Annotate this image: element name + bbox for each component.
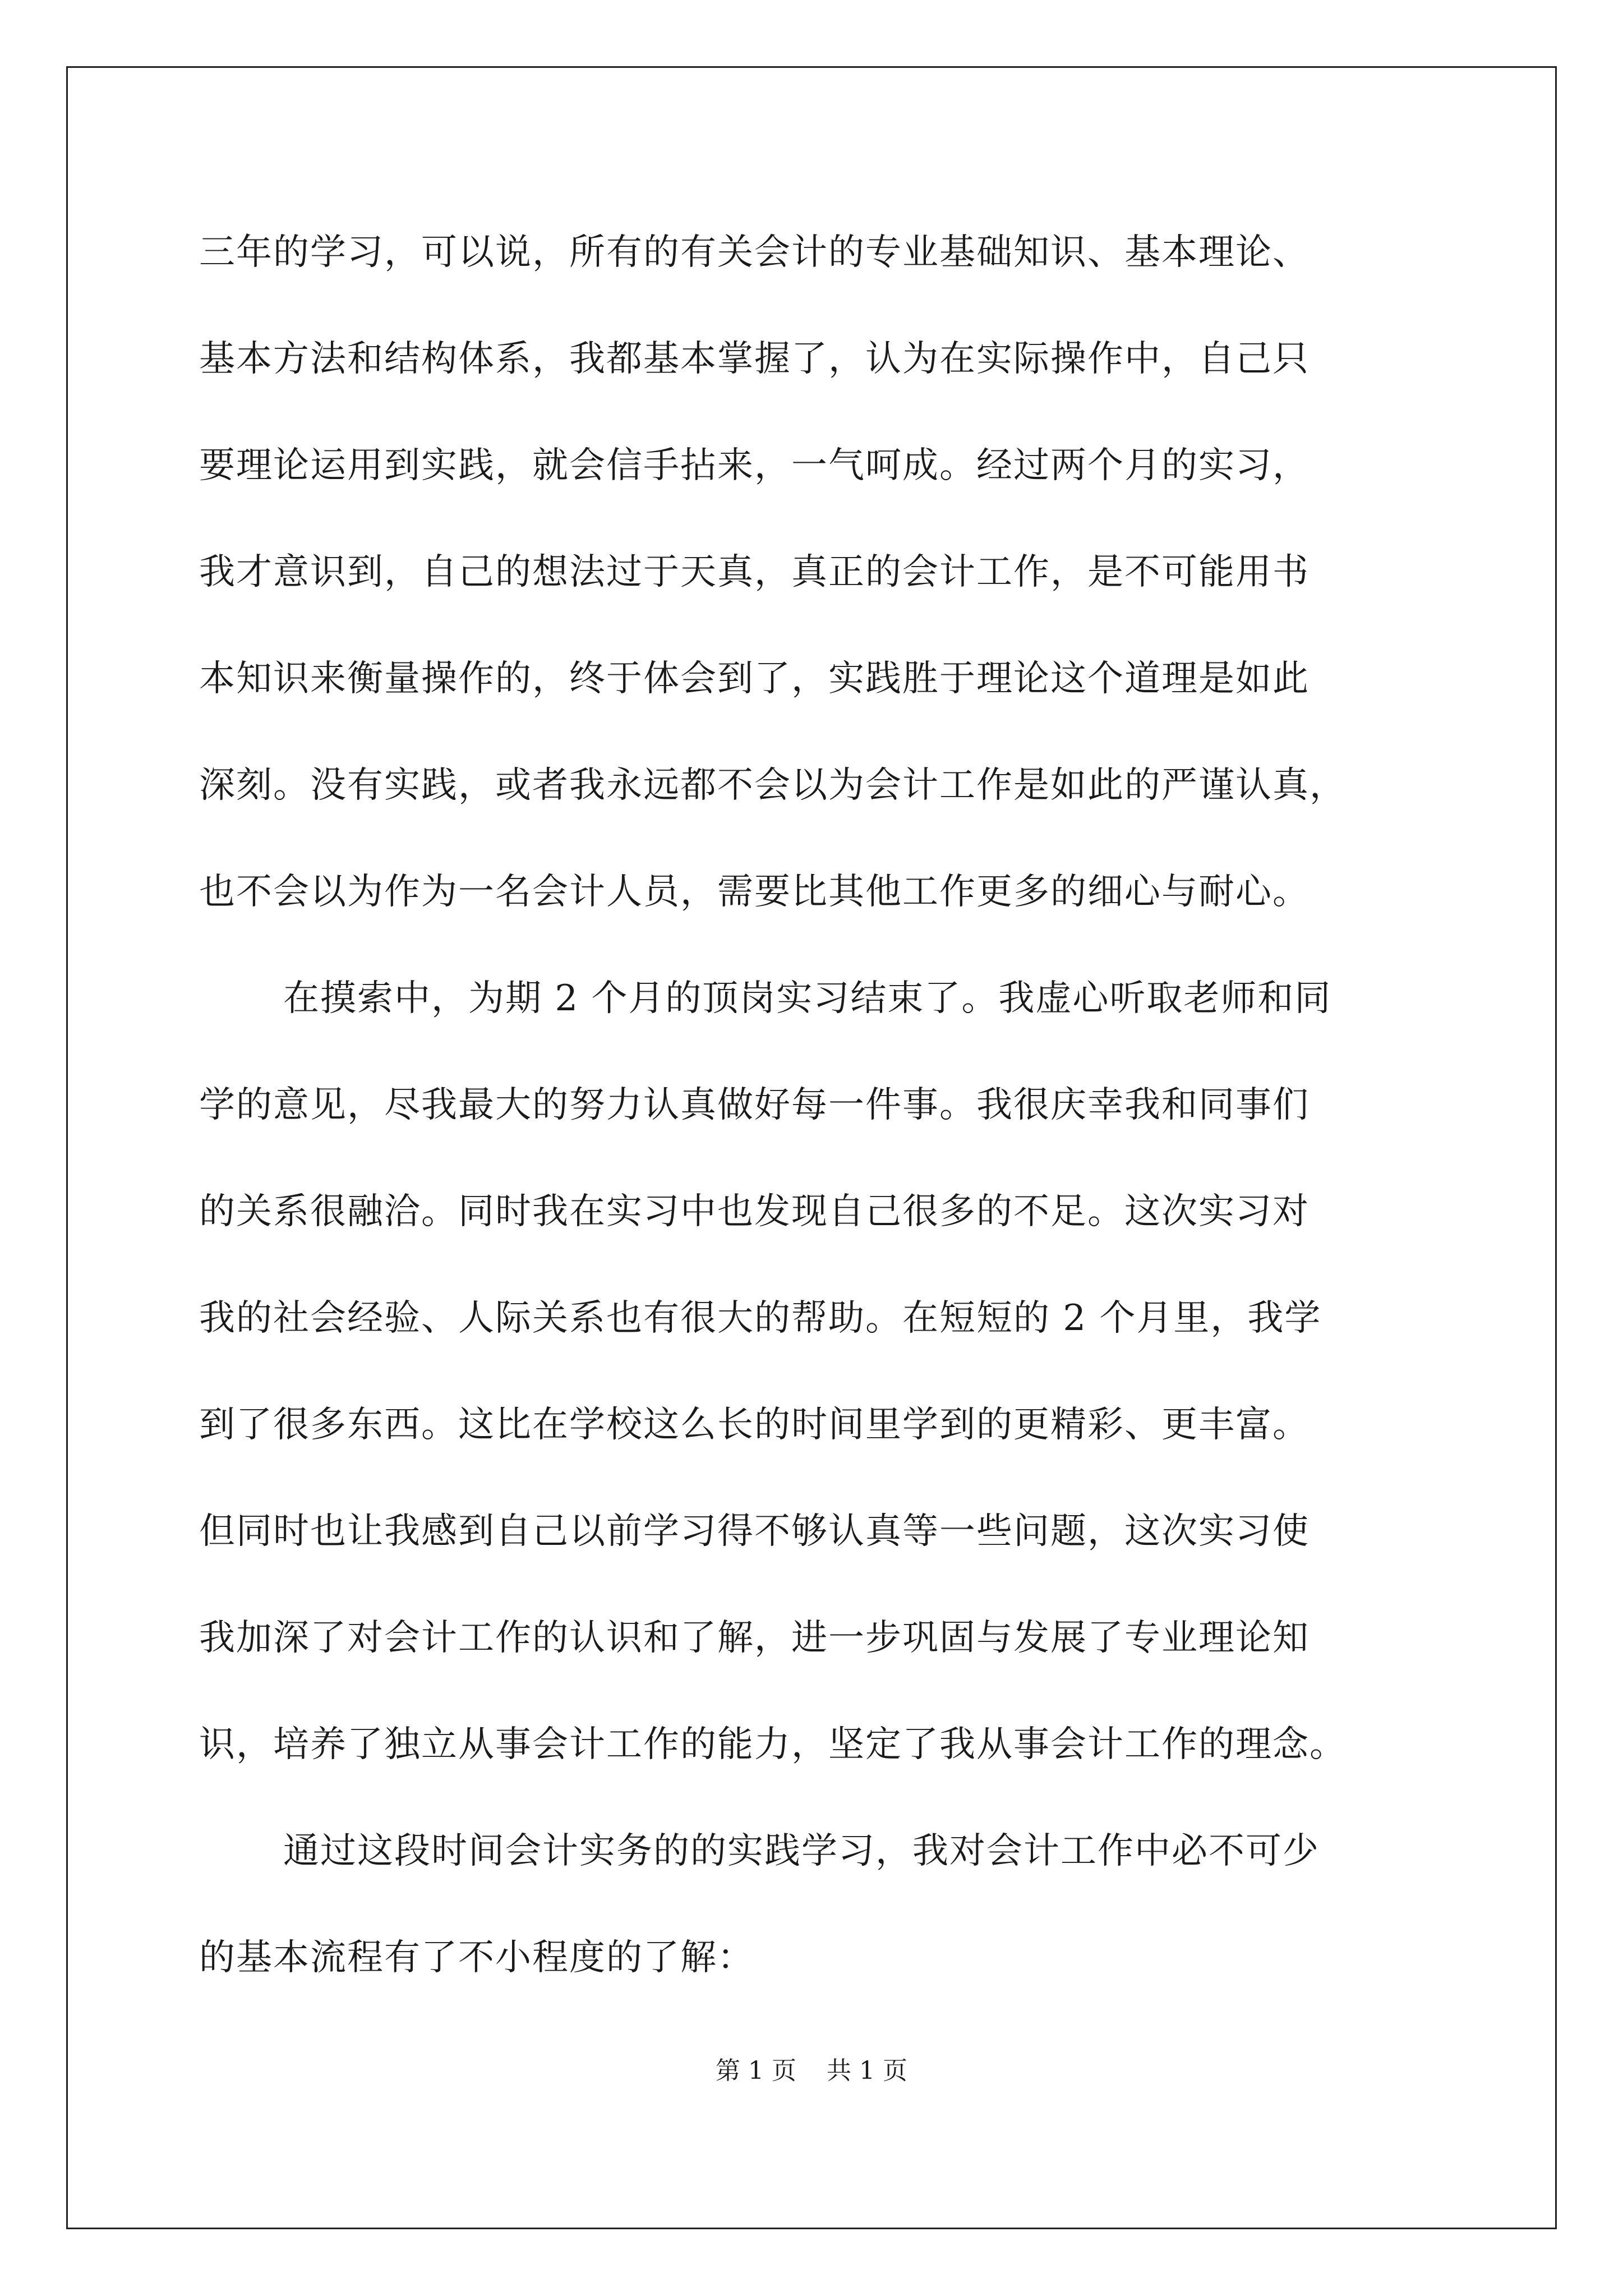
- text-line: 识，培养了独立从事会计工作的能力，坚定了我从事会计工作的理念。: [199, 1724, 1347, 1765]
- text-line: 我加深了对会计工作的认识和了解，进一步巩固与发展了专业理论知: [199, 1617, 1310, 1659]
- text-line: 但同时也让我感到自己以前学习得不够认真等一些问题，这次实习使: [199, 1511, 1310, 1552]
- text-line: 三年的学习，可以说，所有的有关会计的专业基础知识、基本理论、: [199, 232, 1310, 273]
- page-total: 共 1 页: [827, 2056, 907, 2085]
- text-line: 到了很多东西。这比在学校这么长的时间里学到的更精彩、更丰富。: [199, 1404, 1310, 1446]
- text-line: 的关系很融洽。同时我在实习中也发现自己很多的不足。这次实习对: [199, 1191, 1310, 1232]
- text-line: 我才意识到，自己的想法过于天真，真正的会计工作，是不可能用书: [199, 551, 1310, 593]
- page-footer: [0, 2050, 1623, 2086]
- text-line: 要理论运用到实践，就会信手拈来，一气呵成。经过两个月的实习，: [199, 445, 1310, 486]
- text-line: 在摸索中，为期 2 个月的顶岗实习结束了。我虚心听取老师和同: [283, 978, 1332, 1019]
- text-line: 基本方法和结构体系，我都基本掌握了，认为在实际操作中，自己只: [199, 338, 1310, 380]
- text-line: 本知识来衡量操作的，终于体会到了，实践胜于理论这个道理是如此: [199, 658, 1310, 700]
- text-line: 我的社会经验、人际关系也有很大的帮助。在短短的 2 个月里，我学: [199, 1297, 1322, 1339]
- text-line: 也不会以为作为一名会计人员，需要比其他工作更多的细心与耐心。: [199, 871, 1310, 913]
- document-body: [199, 199, 1450, 2011]
- text-line: 学的意见，尽我最大的努力认真做好每一件事。我很庆幸我和同事们: [199, 1084, 1310, 1126]
- text-line: 的基本流程有了不小程度的了解：: [199, 1937, 754, 1978]
- page-number: 第 1 页: [716, 2056, 796, 2085]
- text-line: 通过这段时间会计实务的的实践学习，我对会计工作中必不可少: [283, 1830, 1320, 1872]
- text-line: 深刻。没有实践，或者我永远都不会以为会计工作是如此的严谨认真，: [199, 765, 1347, 806]
